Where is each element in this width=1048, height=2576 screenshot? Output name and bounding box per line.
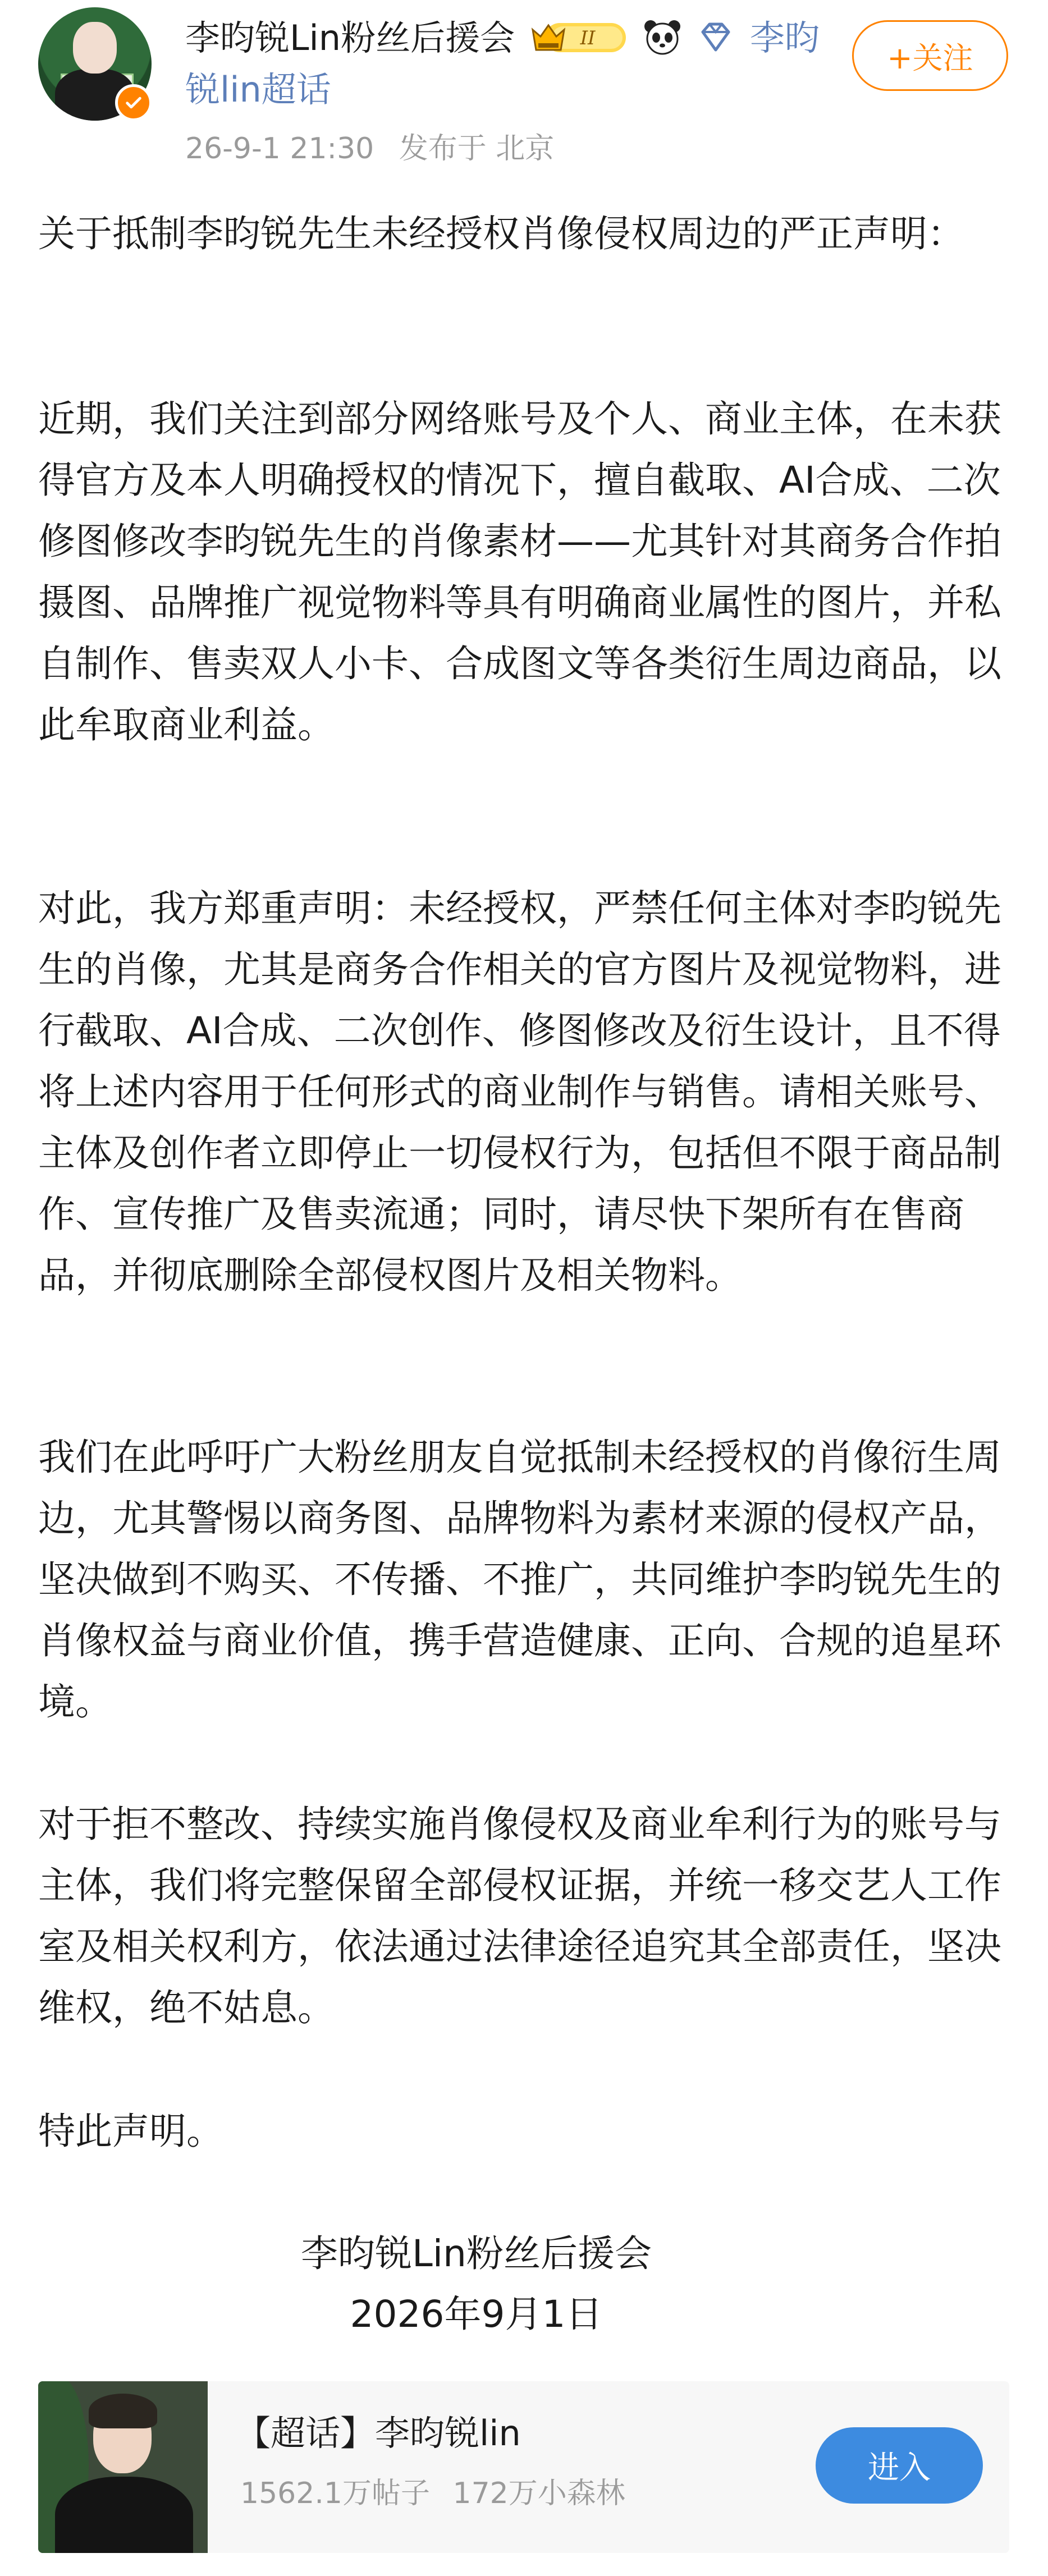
author-header [185,12,825,116]
panda-icon[interactable] [643,17,682,57]
avatar-face [73,22,117,74]
post-paragraph: 特此声明。 [38,2110,223,2153]
follow-button[interactable] [852,20,1008,91]
supertopic-card[interactable] [38,2381,1009,2553]
signature-date: 2026年9月1日 [350,2293,603,2336]
supertopic-thumbnail [38,2381,208,2553]
members-count: 172万小森林 [452,2477,625,2510]
verified-icon [115,84,152,121]
enter-button[interactable]: 进入 [816,2427,983,2504]
post-location: 发布于 北京 [399,132,555,166]
badge-level-text: II [580,26,596,49]
post-paragraph: 对此，我方郑重声明：未经授权，严禁任何主体对李昀锐先生的肖像，尤其是商务合作相关的官方图片及视觉物料，进行截取、AI合成、二次创作、修图修改及衍生设计，且不得将上述内容用于任何形式的商业制作与销售。请相关账号、主体及创作者立即停止一切侵权行为，包括但不限于商品制作、宣传推广及售卖流通；同时，请尽快下架所有在售商品，并彻底删除全部侵权图片及相关物料。 [38,887,1001,1297]
supertopic-link[interactable]: 李昀锐lin超话 [185,17,820,110]
signature-org: 李昀锐Lin粉丝后援会 [301,2232,652,2275]
post-meta [185,129,570,168]
author-name[interactable]: 李昀锐Lin粉丝后援会 [185,17,515,58]
post-title: 关于抵制李昀锐先生未经授权肖像侵权周边的严正声明： [38,212,964,255]
posts-count: 1562.1万帖子 [240,2477,430,2510]
thumbnail-hair [89,2394,157,2428]
supertopic-title: 【超话】李昀锐lin [236,2413,521,2454]
crown-badge-icon[interactable] [529,17,628,57]
post-paragraph: 我们在此呼吁广大粉丝朋友自觉抵制未经授权的肖像衍生周边，尤其警惕以商务图、品牌物料为素材来源的侵权产品，坚决做到不购买、不传播、不推广，共同维护李昀锐先生的肖像权益与商业价值，携手营造健康、正向、合规的追星环境。 [38,1436,1001,1724]
follow-label: +关注 [887,40,973,76]
post-paragraph: 对于拒不整改、持续实施肖像侵权及商业牟利行为的账号与主体，我们将完整保留全部侵权证据，并统一移交艺人工作室及相关权利方，依法通过法律途径追究其全部责任，坚决维权，绝不姑息。 [38,1803,1001,2029]
post-timestamp: 26-9-1 21:30 [185,132,374,166]
post-paragraph: 近期，我们关注到部分网络账号及个人、商业主体，在未获得官方及本人明确授权的情况下，擅自截取、AI合成、二次修图修改李昀锐先生的肖像素材——尤其针对其商务合作拍摄图、品牌推广视觉物料等具有明确商业属性的图片，并私自制作、售卖双人小卡、合成图文等各类衍生周边商品，以此牟取商业利益。 [38,397,1001,746]
supertopic-stats [240,2472,639,2515]
thumbnail-figure [55,2477,193,2553]
diamond-icon[interactable] [696,17,735,57]
